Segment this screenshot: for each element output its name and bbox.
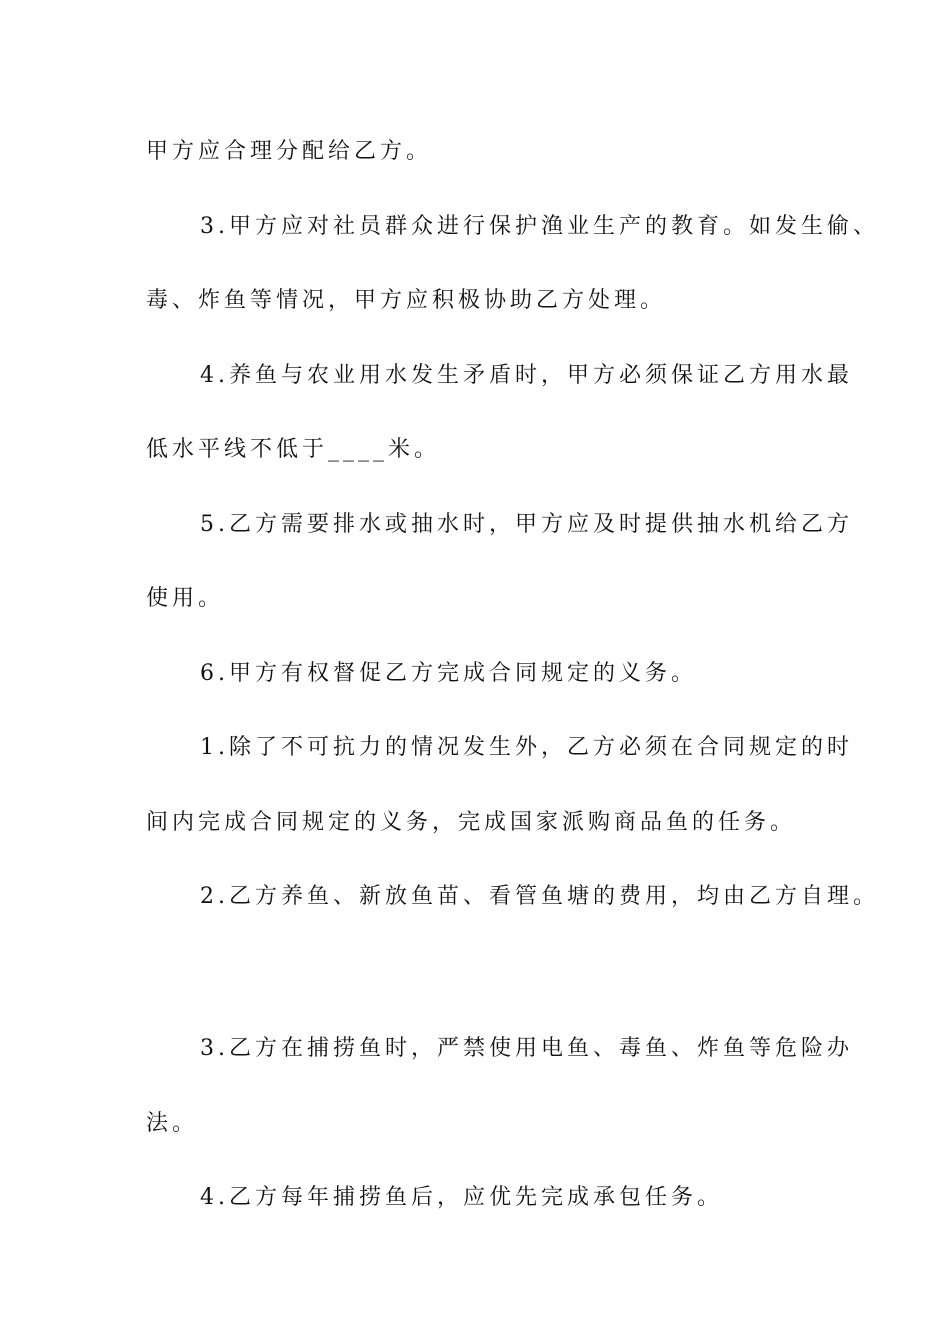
text-line: 3.甲方应对社员群众进行保护渔业生产的教育。如发生偷、 bbox=[200, 214, 879, 239]
text-line: 使用。 bbox=[146, 586, 225, 611]
text-line: 法。 bbox=[146, 1111, 199, 1136]
text-line: 间内完成合同规定的义务，完成国家派购商品鱼的任务。 bbox=[146, 810, 797, 835]
text-line: 4.乙方每年捕捞鱼后，应优先完成承包任务。 bbox=[200, 1185, 723, 1210]
text-line: 5.乙方需要排水或抽水时，甲方应及时提供抽水机给乙方 bbox=[200, 512, 853, 537]
text-line: 3.乙方在捕捞鱼时，严禁使用电鱼、毒鱼、炸鱼等危险办 bbox=[200, 1036, 853, 1061]
text-line: 毒、炸鱼等情况，甲方应积极协助乙方处理。 bbox=[146, 288, 667, 313]
text-line: 2.乙方养鱼、新放鱼苗、看管鱼塘的费用，均由乙方自理。 bbox=[200, 884, 879, 909]
text-line: 甲方应合理分配给乙方。 bbox=[146, 139, 433, 164]
text-line: 4.养鱼与农业用水发生矛盾时，甲方必须保证乙方用水最 bbox=[200, 363, 853, 388]
text-line: 1.除了不可抗力的情况发生外，乙方必须在合同规定的时 bbox=[200, 735, 853, 760]
text-line: 低水平线不低于____米。 bbox=[146, 437, 441, 462]
text-line: 6.甲方有权督促乙方完成合同规定的义务。 bbox=[200, 661, 697, 686]
